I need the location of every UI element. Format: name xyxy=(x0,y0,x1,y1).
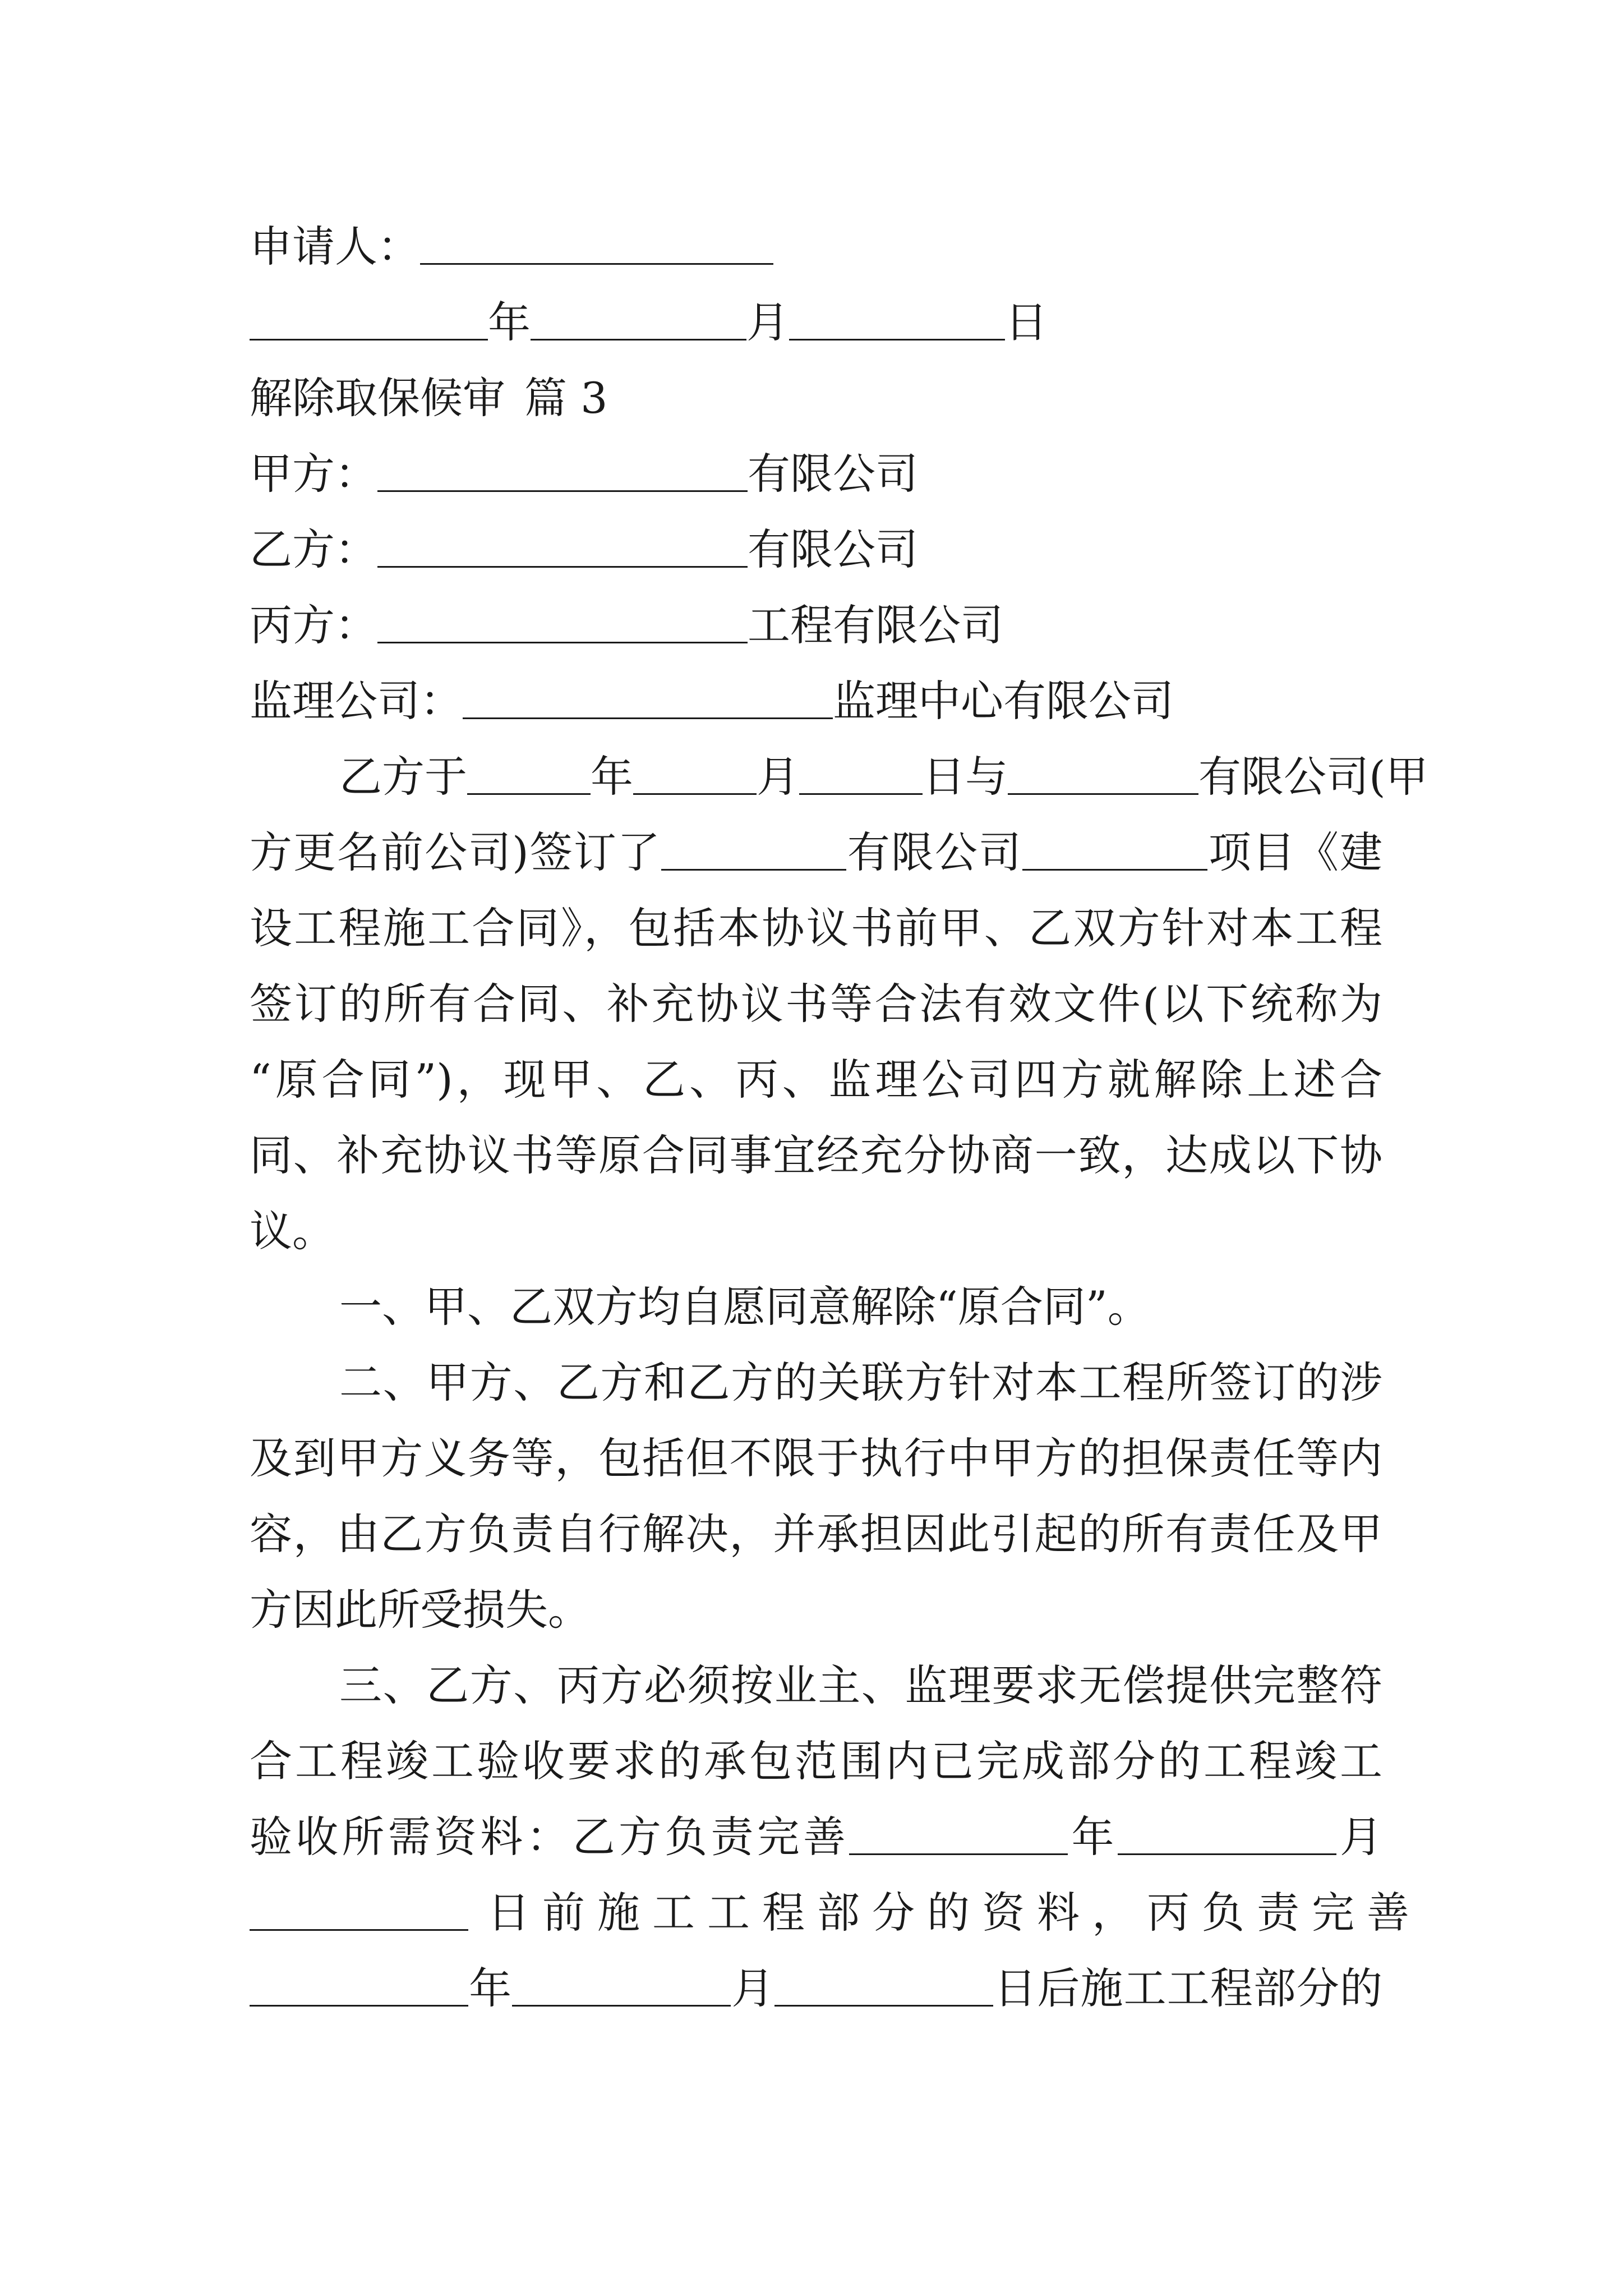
party-b-suffix: 有限公司 xyxy=(748,524,918,574)
item2-line2: 及到甲方义务等，包括但不限于执行中甲方的担保责任等内 xyxy=(250,1433,1382,1483)
party-a-suffix: 有限公司 xyxy=(748,449,918,499)
item3-year2-blank xyxy=(250,1966,468,2007)
para1-month-blank xyxy=(633,754,757,795)
party-a-blank xyxy=(377,451,748,492)
date-line xyxy=(250,283,1382,362)
item3-line3 xyxy=(250,1798,1382,1876)
item3-year-blank xyxy=(849,1814,1068,1855)
item3-line5 xyxy=(250,1949,1382,2028)
item3-line2: 合工程竣工验收要求的承包范围内已完成部分的工程竣工 xyxy=(250,1736,1382,1786)
item3-line1: 三、乙方、丙方必须按业主、监理要求无偿提供完整符 xyxy=(339,1660,1382,1710)
day-label: 日 xyxy=(1005,297,1048,347)
item3-text: 日前施工工程部分的资料，丙负责完善 xyxy=(487,1888,1422,1938)
para1-text: 日与 xyxy=(923,752,1008,802)
party-b-label: 乙方： xyxy=(250,524,377,574)
item3-text: 月 xyxy=(731,1963,775,2013)
item3-text: 年 xyxy=(1068,1812,1118,1862)
party-a-label: 甲方： xyxy=(250,449,377,499)
para1-text: 年 xyxy=(591,752,633,802)
party-b-blank xyxy=(377,527,748,568)
item3-text: 日后施工工程部分的 xyxy=(993,1963,1383,2013)
section-title: 解除取保候审 xyxy=(250,373,505,423)
applicant-label: 申请人： xyxy=(250,222,420,272)
para1-text: 乙方于 xyxy=(339,752,467,802)
section-heading xyxy=(250,359,1382,438)
para1-text: 有限公司(甲 xyxy=(1198,752,1428,802)
item3-text: 年 xyxy=(468,1963,513,2013)
para1-line1 xyxy=(339,738,1428,816)
party-c-label: 丙方： xyxy=(250,600,377,650)
para1-company-blank xyxy=(1008,754,1198,795)
item2-line4: 方因此所受损失。 xyxy=(250,1585,591,1635)
para1-line4: 签订的所有合同、补充协议书等合法有效文件(以下统称为 xyxy=(250,979,1382,1029)
supervisor-blank xyxy=(463,678,833,719)
item1-line: 一、甲、乙双方均自愿同意解除“原合同”。 xyxy=(339,1282,1150,1332)
party-c-suffix: 工程有限公司 xyxy=(748,600,1003,650)
para1-project-blank xyxy=(1022,830,1207,871)
para1-text: 有限公司 xyxy=(846,827,1022,877)
supervisor-line xyxy=(250,662,1382,740)
para1-line6: 同、补充协议书等原合同事宜经充分协商一致，达成以下协 xyxy=(250,1130,1382,1180)
item3-day2-blank xyxy=(774,1966,993,2007)
section-number: 篇 3 xyxy=(524,373,608,423)
para1-text: 方更名前公司)签订了 xyxy=(250,827,661,877)
item3-text: 验收所需资料：乙方负责完善 xyxy=(250,1812,850,1862)
year-label: 年 xyxy=(488,297,531,347)
para1-day-blank xyxy=(799,754,923,795)
item3-line4 xyxy=(250,1874,1422,1952)
year-blank xyxy=(250,300,488,341)
item3-month2-blank xyxy=(512,1966,731,2007)
party-c-blank xyxy=(377,602,748,643)
item2-line1: 二、甲方、乙方和乙方的关联方针对本工程所签订的涉 xyxy=(339,1358,1382,1407)
para1-company2-blank xyxy=(661,830,846,871)
para1-line5: “原合同”)，现甲、乙、丙、监理公司四方就解除上述合 xyxy=(250,1055,1382,1105)
supervisor-label: 监理公司： xyxy=(250,676,463,726)
para1-line2 xyxy=(250,813,1382,892)
item2-line3: 容，由乙方负责自行解决，并承担因此引起的所有责任及甲 xyxy=(250,1509,1382,1559)
party-b-line xyxy=(250,510,1382,589)
item3-text: 月 xyxy=(1336,1812,1382,1862)
day-blank xyxy=(789,300,1005,341)
para1-year-blank xyxy=(467,754,591,795)
month-blank xyxy=(531,300,746,341)
para1-line7: 议。 xyxy=(250,1206,335,1256)
month-label: 月 xyxy=(746,297,789,347)
para1-text: 月 xyxy=(757,752,799,802)
party-a-line xyxy=(250,435,1382,513)
para1-line3: 设工程施工合同》，包括本协议书前甲、乙双方针对本工程 xyxy=(250,903,1382,953)
applicant-blank xyxy=(420,224,773,265)
item3-month-blank xyxy=(1118,1814,1336,1855)
supervisor-suffix: 监理中心有限公司 xyxy=(833,676,1174,726)
party-c-line xyxy=(250,586,1382,665)
para1-text: 项目《建 xyxy=(1207,827,1383,877)
applicant-line xyxy=(250,208,1382,286)
item3-day-blank xyxy=(250,1890,468,1931)
